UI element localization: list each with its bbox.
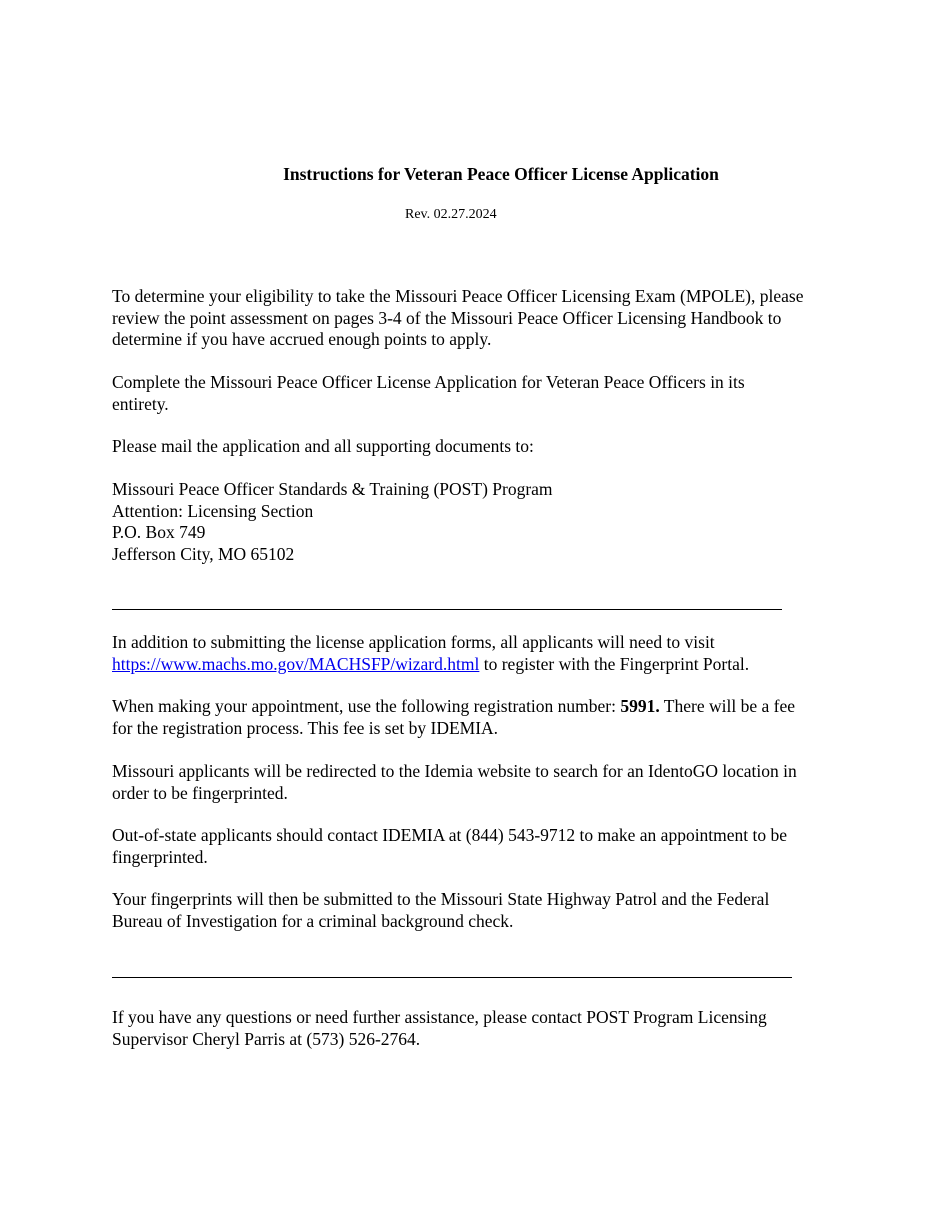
text-line: In addition to submitting the license application forms, all applicants will need to visit bbox=[112, 632, 715, 652]
registration-number: 5991. bbox=[620, 696, 660, 716]
registration-paragraph bbox=[112, 696, 857, 739]
address-line: Missouri Peace Officer Standards & Training (POST) Program bbox=[112, 479, 553, 499]
fingerprint-intro-paragraph bbox=[112, 632, 857, 675]
address-line: Jefferson City, MO 65102 bbox=[112, 543, 295, 564]
section-divider bbox=[112, 977, 792, 978]
document-title: Instructions for Veteran Peace Officer License Application bbox=[283, 164, 719, 184]
missouri-applicants-paragraph bbox=[112, 761, 857, 804]
revision-date: Rev. 02.27.2024 bbox=[405, 207, 497, 222]
text-line: Missouri applicants will be redirected to the Idemia website to search for an IdentoGO location in bbox=[112, 761, 797, 781]
text-line: determine if you have accrued enough points to apply. bbox=[112, 329, 492, 349]
text-line: fingerprinted. bbox=[112, 846, 208, 867]
eligibility-paragraph bbox=[112, 286, 857, 351]
text-line: order to be fingerprinted. bbox=[112, 782, 288, 803]
mail-intro bbox=[112, 436, 857, 458]
background-check-paragraph bbox=[112, 889, 857, 932]
text-line: Please mail the application and all supporting documents to: bbox=[112, 436, 534, 456]
text-line bbox=[112, 696, 857, 718]
out-of-state-paragraph bbox=[112, 825, 857, 868]
text-line: Your fingerprints will then be submitted to the Missouri State Highway Patrol and the Federal bbox=[112, 889, 770, 909]
text-fragment: There will be a fee bbox=[659, 696, 795, 716]
text-line: If you have any questions or need further assistance, please contact POST Program Licensing bbox=[112, 1007, 767, 1027]
text-fragment: to register with the Fingerprint Portal. bbox=[479, 653, 750, 674]
text-line bbox=[112, 654, 857, 676]
fingerprint-portal-link[interactable]: https://www.machs.mo.gov/MACHSFP/wizard.html bbox=[112, 653, 480, 674]
text-fragment: When making your appointment, use the following registration number: bbox=[112, 696, 621, 716]
text-line: Out-of-state applicants should contact IDEMIA at (844) 543-9712 to make an appointment to be bbox=[112, 825, 788, 845]
text-line: review the point assessment on pages 3-4 of the Missouri Peace Officer Licensing Handbook to bbox=[112, 307, 782, 328]
text-line: for the registration process. This fee is set by IDEMIA. bbox=[112, 717, 499, 738]
text-line: Supervisor Cheryl Parris at (573) 526-2764. bbox=[112, 1028, 421, 1049]
contact-paragraph bbox=[112, 1007, 857, 1050]
text-line: To determine your eligibility to take the Missouri Peace Officer Licensing Exam (MPOLE), please bbox=[112, 286, 804, 306]
mailing-address bbox=[112, 479, 857, 565]
text-line: Complete the Missouri Peace Officer License Application for Veteran Peace Officers in its bbox=[112, 372, 745, 392]
complete-application-paragraph bbox=[112, 372, 857, 415]
text-line: Bureau of Investigation for a criminal background check. bbox=[112, 910, 514, 931]
section-divider bbox=[112, 609, 782, 610]
address-line: P.O. Box 749 bbox=[112, 522, 206, 542]
address-line: Attention: Licensing Section bbox=[112, 500, 314, 521]
text-line: entirety. bbox=[112, 393, 169, 414]
